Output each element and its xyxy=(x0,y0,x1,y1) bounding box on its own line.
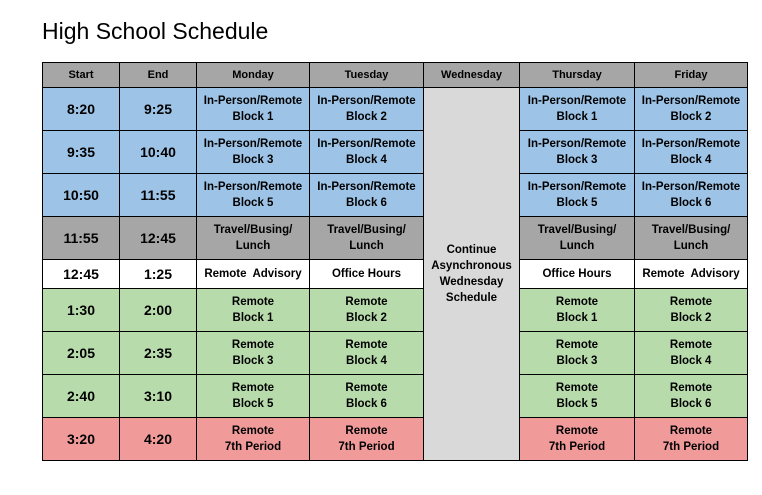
cell-line-1: Remote Advisory xyxy=(204,268,302,280)
start-time: 8:20 xyxy=(43,88,120,131)
cell-line-2: Block 5 xyxy=(232,398,274,410)
end-time: 4:20 xyxy=(120,418,197,461)
cell-line-1: Travel/Busing/ xyxy=(213,224,293,236)
cell-line-2: Block 5 xyxy=(556,398,598,410)
monday-cell xyxy=(197,174,310,217)
end-time: 2:00 xyxy=(120,289,197,332)
cell-line-1: In-Person/Remote xyxy=(317,181,416,193)
cell-line-2: Block 6 xyxy=(670,398,712,410)
thursday-cell xyxy=(520,88,635,131)
cell-line-2: 7th Period xyxy=(224,441,282,453)
wednesday-line: Continue xyxy=(446,244,497,256)
cell-line-2: 7th Period xyxy=(662,441,720,453)
cell-line-2: Block 1 xyxy=(556,111,598,123)
cell-line-2: Block 3 xyxy=(232,154,274,166)
cell-line-1: Remote xyxy=(231,425,275,437)
schedule-row xyxy=(43,260,748,289)
cell-line-2: Lunch xyxy=(559,240,595,252)
end-time: 1:25 xyxy=(120,260,197,289)
monday-cell xyxy=(197,375,310,418)
header-friday: Friday xyxy=(635,63,748,88)
start-time: 9:35 xyxy=(43,131,120,174)
cell-line-1: Remote Advisory xyxy=(642,268,740,280)
header-row xyxy=(43,63,748,88)
monday-cell xyxy=(197,418,310,461)
tuesday-cell xyxy=(310,375,424,418)
cell-line-2: 7th Period xyxy=(338,441,395,453)
wednesday-line: Asynchronous xyxy=(431,260,512,272)
cell-line-1: In-Person/Remote xyxy=(527,95,627,107)
friday-cell xyxy=(635,332,748,375)
cell-line-1: In-Person/Remote xyxy=(203,181,303,193)
cell-line-1: Travel/Busing/ xyxy=(651,224,731,236)
page-title: High School Schedule xyxy=(42,18,269,44)
cell-line-1: Remote xyxy=(345,339,388,351)
cell-line-1: Travel/Busing/ xyxy=(327,224,406,236)
cell-line-1: In-Person/Remote xyxy=(317,95,416,107)
tuesday-cell xyxy=(310,260,424,289)
cell-line-2: Block 1 xyxy=(556,312,598,324)
cell-line-1: In-Person/Remote xyxy=(203,95,303,107)
monday-cell xyxy=(197,217,310,260)
end-time: 9:25 xyxy=(120,88,197,131)
cell-line-1: Office Hours xyxy=(542,268,612,280)
cell-line-1: Remote xyxy=(345,296,388,308)
cell-line-2: Block 6 xyxy=(346,398,387,410)
cell-line-1: Remote xyxy=(231,296,275,308)
cell-line-1: Remote xyxy=(345,382,388,394)
friday-cell xyxy=(635,88,748,131)
tuesday-cell xyxy=(310,88,424,131)
schedule-row xyxy=(43,332,748,375)
schedule-row xyxy=(43,375,748,418)
header-tuesday: Tuesday xyxy=(310,63,424,88)
cell-line-1: Remote xyxy=(669,382,713,394)
start-time: 12:45 xyxy=(43,260,120,289)
thursday-cell xyxy=(520,332,635,375)
cell-line-2: Block 1 xyxy=(232,111,274,123)
thursday-cell xyxy=(520,131,635,174)
cell-line-2: Block 5 xyxy=(556,197,598,209)
cell-line-2: Block 6 xyxy=(670,197,712,209)
friday-cell xyxy=(635,375,748,418)
cell-line-1: In-Person/Remote xyxy=(641,138,741,150)
cell-line-1: Remote xyxy=(669,339,713,351)
monday-cell xyxy=(197,88,310,131)
cell-line-1: Remote xyxy=(555,339,599,351)
cell-line-1: Remote xyxy=(555,296,599,308)
cell-line-2: Block 2 xyxy=(670,312,712,324)
cell-line-2: Block 3 xyxy=(556,154,598,166)
tuesday-cell xyxy=(310,217,424,260)
tuesday-cell xyxy=(310,332,424,375)
cell-line-2: Block 3 xyxy=(232,355,274,367)
friday-cell xyxy=(635,217,748,260)
cell-line-1: Remote xyxy=(231,339,275,351)
end-time: 3:10 xyxy=(120,375,197,418)
start-time: 1:30 xyxy=(43,289,120,332)
cell-line-2: Block 2 xyxy=(346,312,387,324)
cell-line-1: In-Person/Remote xyxy=(317,138,416,150)
friday-cell xyxy=(635,131,748,174)
header-end: End xyxy=(120,63,197,88)
cell-line-1: Remote xyxy=(345,425,388,437)
cell-line-2: Lunch xyxy=(673,240,709,252)
wednesday-line: Wednesday xyxy=(439,276,504,288)
monday-cell xyxy=(197,289,310,332)
end-time: 12:45 xyxy=(120,217,197,260)
cell-line-1: Remote xyxy=(555,425,599,437)
cell-line-2: Block 6 xyxy=(346,197,387,209)
header-monday: Monday xyxy=(197,63,310,88)
cell-line-2: Lunch xyxy=(349,240,384,252)
start-time: 11:55 xyxy=(43,217,120,260)
start-time: 2:40 xyxy=(43,375,120,418)
friday-cell xyxy=(635,418,748,461)
friday-cell xyxy=(635,260,748,289)
cell-line-2: Block 4 xyxy=(670,154,712,166)
wednesday-async-cell xyxy=(424,88,520,461)
cell-line-2: Block 4 xyxy=(346,355,387,367)
thursday-cell xyxy=(520,260,635,289)
thursday-cell xyxy=(520,289,635,332)
header-start: Start xyxy=(43,63,120,88)
header-thursday: Thursday xyxy=(520,63,635,88)
end-time: 11:55 xyxy=(120,174,197,217)
monday-cell xyxy=(197,260,310,289)
schedule-row xyxy=(43,88,748,131)
tuesday-cell xyxy=(310,289,424,332)
tuesday-cell xyxy=(310,174,424,217)
cell-line-2: Block 2 xyxy=(670,111,712,123)
cell-line-1: In-Person/Remote xyxy=(203,138,303,150)
schedule-row xyxy=(43,217,748,260)
monday-cell xyxy=(197,131,310,174)
schedule-row xyxy=(43,289,748,332)
thursday-cell xyxy=(520,418,635,461)
schedule-row xyxy=(43,131,748,174)
tuesday-cell xyxy=(310,131,424,174)
cell-line-2: Block 5 xyxy=(232,197,274,209)
cell-line-1: Remote xyxy=(231,382,275,394)
cell-line-1: Remote xyxy=(669,425,713,437)
friday-cell xyxy=(635,174,748,217)
wednesday-line: Schedule xyxy=(445,292,498,304)
cell-line-1: Office Hours xyxy=(331,268,401,280)
cell-line-1: In-Person/Remote xyxy=(641,95,741,107)
cell-line-1: Remote xyxy=(669,296,713,308)
thursday-cell xyxy=(520,174,635,217)
cell-line-1: Travel/Busing/ xyxy=(537,224,617,236)
end-time: 2:35 xyxy=(120,332,197,375)
monday-cell xyxy=(197,332,310,375)
thursday-cell xyxy=(520,375,635,418)
header-wednesday: Wednesday xyxy=(424,63,520,88)
cell-line-1: In-Person/Remote xyxy=(527,138,627,150)
friday-cell xyxy=(635,289,748,332)
cell-line-2: Lunch xyxy=(235,240,271,252)
cell-line-2: 7th Period xyxy=(548,441,606,453)
cell-line-1: In-Person/Remote xyxy=(527,181,627,193)
cell-line-2: Block 4 xyxy=(670,355,712,367)
cell-line-2: Block 4 xyxy=(346,154,387,166)
tuesday-cell xyxy=(310,418,424,461)
schedule-table xyxy=(42,62,748,461)
schedule-row xyxy=(43,418,748,461)
cell-line-2: Block 3 xyxy=(556,355,598,367)
cell-line-1: In-Person/Remote xyxy=(641,181,741,193)
schedule-row xyxy=(43,174,748,217)
cell-line-1: Remote xyxy=(555,382,599,394)
start-time: 10:50 xyxy=(43,174,120,217)
cell-line-2: Block 2 xyxy=(346,111,387,123)
thursday-cell xyxy=(520,217,635,260)
cell-line-2: Block 1 xyxy=(232,312,274,324)
start-time: 2:05 xyxy=(43,332,120,375)
end-time: 10:40 xyxy=(120,131,197,174)
start-time: 3:20 xyxy=(43,418,120,461)
